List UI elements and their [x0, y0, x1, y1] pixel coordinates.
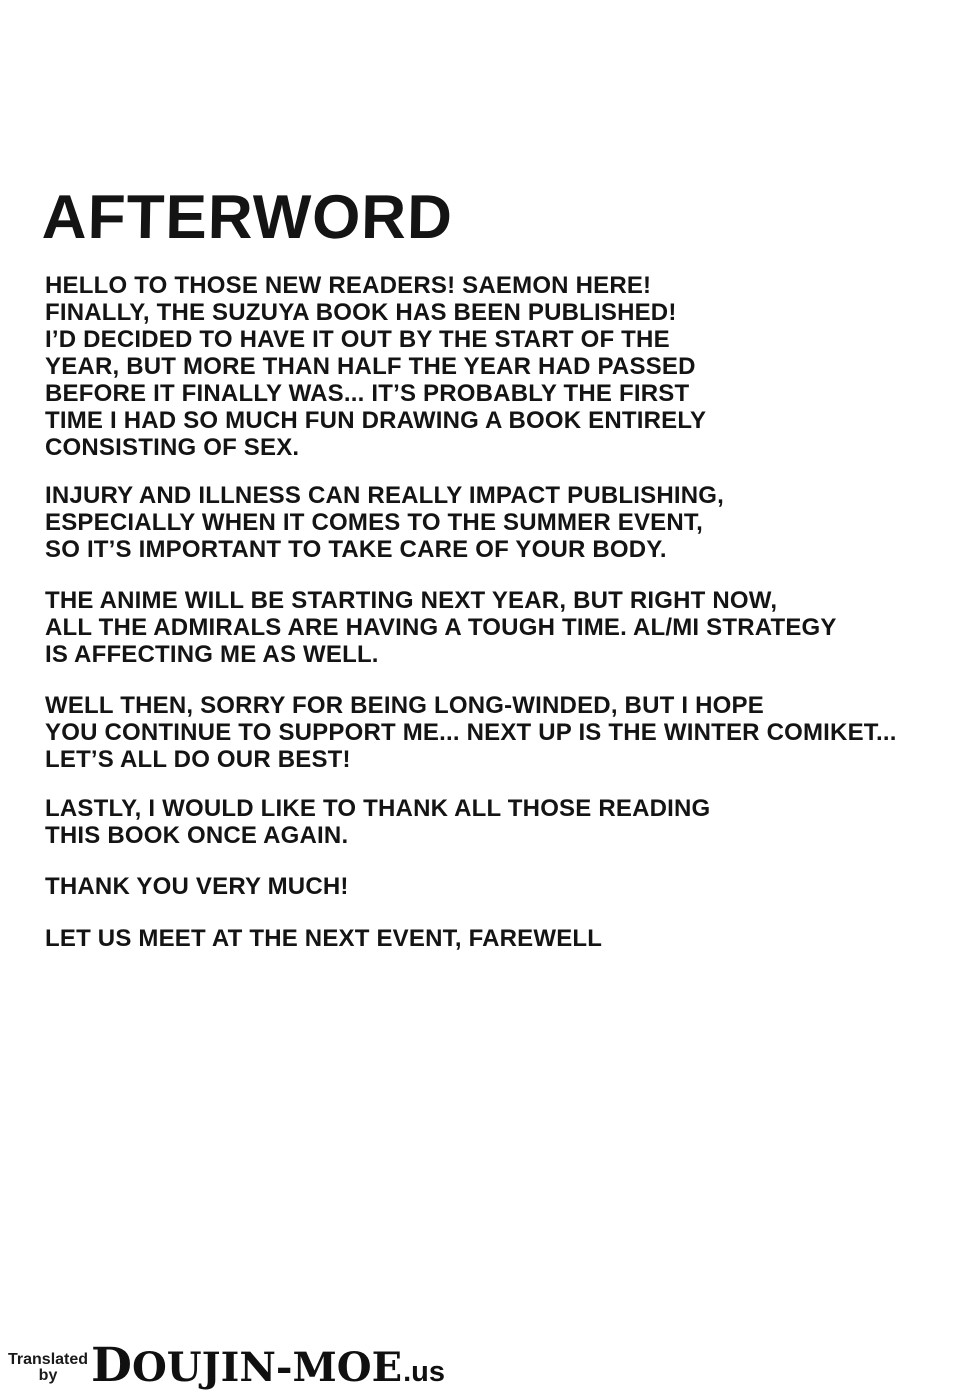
text-line: YEAR, BUT MORE THAN HALF THE YEAR HAD PASSED — [45, 353, 696, 380]
paragraph-thanks — [45, 795, 947, 849]
text-line: LET’S ALL DO OUR BEST! — [45, 746, 351, 773]
text-line: ESPECIALLY WHEN IT COMES TO THE SUMMER EVENT, — [45, 509, 703, 536]
text-line: IS AFFECTING ME AS WELL. — [45, 641, 379, 668]
page-title: AFTERWORD — [41, 183, 454, 252]
text-line: I’D DECIDED TO HAVE IT OUT BY THE START OF THE — [45, 326, 670, 353]
text-line: LET US MEET AT THE NEXT EVENT, FAREWELL — [45, 925, 603, 952]
text-line: INJURY AND ILLNESS CAN REALLY IMPACT PUBLISHING, — [45, 482, 724, 509]
text-line: THIS BOOK ONCE AGAIN. — [45, 822, 349, 849]
text-line: THE ANIME WILL BE STARTING NEXT YEAR, BUT RIGHT NOW, — [45, 587, 778, 614]
text-line: CONSISTING OF SEX. — [45, 434, 300, 461]
paragraph-health — [45, 482, 947, 563]
paragraph-support — [45, 692, 947, 773]
text-line: WELL THEN, SORRY FOR BEING LONG-WINDED, BUT I HOPE — [45, 692, 764, 719]
text-line: TIME I HAD SO MUCH FUN DRAWING A BOOK ENTIRELY — [45, 407, 707, 434]
text-line: SO IT’S IMPORTANT TO TAKE CARE OF YOUR BODY. — [45, 536, 667, 563]
text-line: LASTLY, I WOULD LIKE TO THANK ALL THOSE READING — [45, 795, 711, 822]
logo-domain-suffix: .us — [403, 1356, 445, 1388]
paragraph-thank-you — [45, 873, 947, 900]
text-line: YOU CONTINUE TO SUPPORT ME... NEXT UP IS THE WINTER COMIKET... — [45, 719, 897, 746]
translator-credit — [8, 1338, 445, 1393]
paragraph-intro — [45, 272, 947, 461]
paragraph-farewell — [45, 925, 947, 952]
text-line: FINALLY, THE SUZUYA BOOK HAS BEEN PUBLISHED! — [45, 299, 677, 326]
text-line: ALL THE ADMIRALS ARE HAVING A TOUGH TIME. AL/MI STRATEGY — [45, 614, 837, 641]
logo-wordmark: DOUJIN-MOE — [91, 1338, 403, 1393]
translated-by-label — [8, 1352, 88, 1384]
text-line: THANK YOU VERY MUCH! — [45, 873, 349, 900]
doujin-moe-logo — [91, 1338, 445, 1393]
text-line: HELLO TO THOSE NEW READERS! SAEMON HERE! — [45, 272, 652, 299]
paragraph-anime — [45, 587, 947, 668]
credit-line-2: by — [38, 1367, 58, 1384]
text-line: BEFORE IT FINALLY WAS... IT’S PROBABLY THE FIRST — [45, 380, 690, 407]
credit-line-1: Translated — [8, 1351, 89, 1368]
